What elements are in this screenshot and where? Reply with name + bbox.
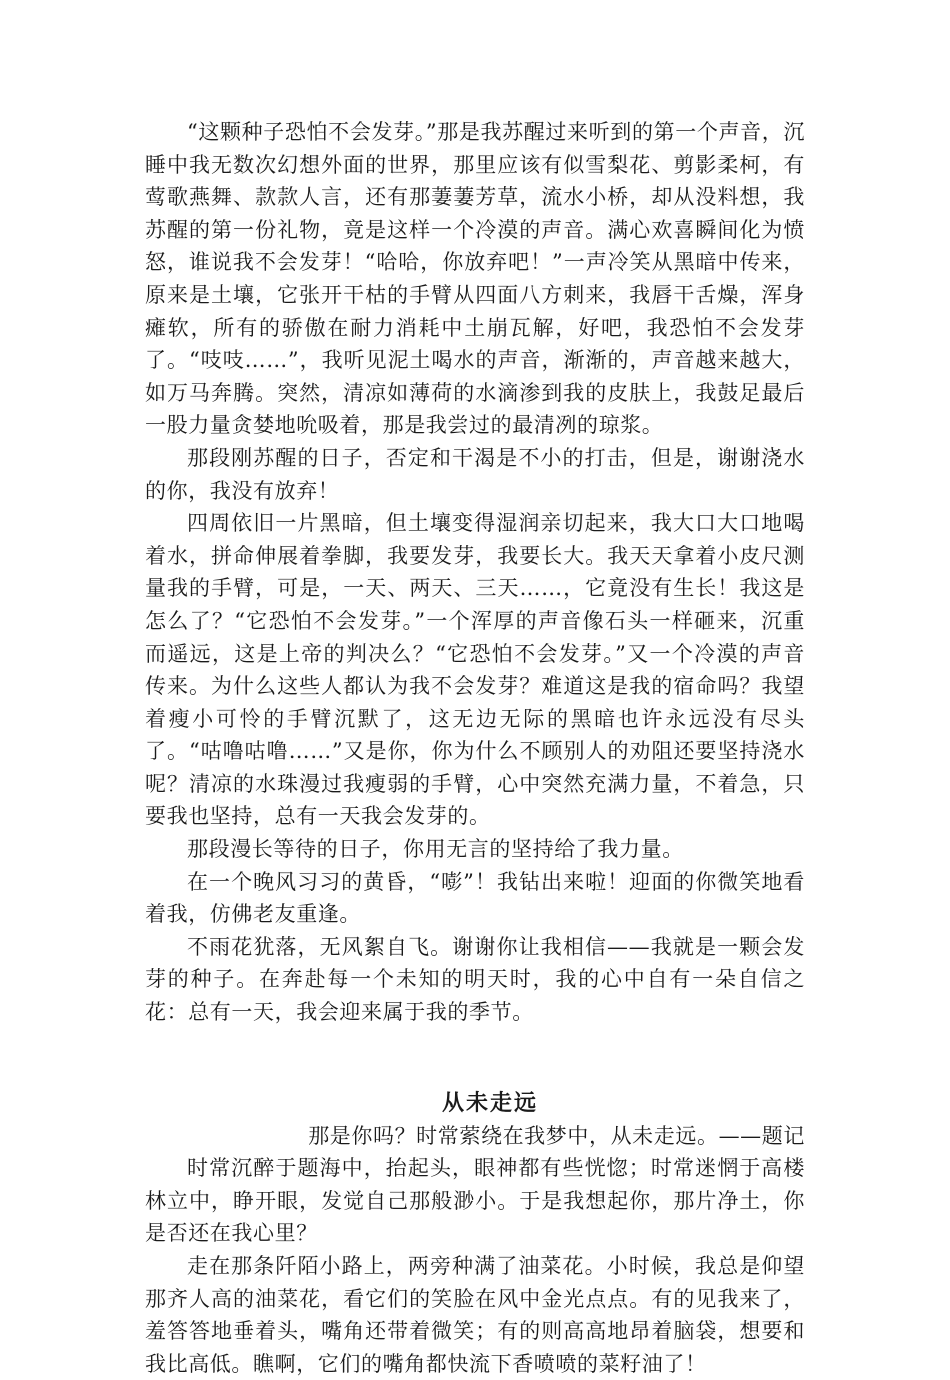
essay2-title: 从未走远 — [441, 1089, 538, 1116]
essay1-paragraph-4: 那段漫长等待的日子，你用无言的坚持给了我力量。 — [187, 837, 684, 862]
essay1-paragraph-6: 不雨花犹落，无风絮自飞。谢谢你让我相信——我就是一颗会发芽的种子。在奔赴每一个未知的明天时，我的心中自有一朵自信之花：总有一天，我会迎来属于我的季节。 — [145, 934, 805, 1025]
essay2-epigraph: 那是你吗？时常萦绕在我梦中，从未走远。——题记 — [308, 1123, 805, 1148]
essay-seed — [145, 116, 805, 1029]
essay2-paragraph-1: 时常沉醉于题海中，抬起头，眼神都有些恍惚；时常迷惘于高楼林立中，睁开眼，发觉自己那般渺小。于是我想起你，那片净土，你是否还在我心里？ — [145, 1156, 805, 1246]
section-spacer — [145, 1029, 805, 1087]
essay1-paragraph-1: “这颗种子恐怕不会发芽。”那是我苏醒过来听到的第一个声音，沉睡中我无数次幻想外面的世界，那里应该有似雪梨花、剪影柔柯，有莺歌燕舞、款款人言，还有那萋萋芳草，流水小桥，却从没料想，我苏醒的第一份礼物，竟是这样一个冷漠的声音。满心欢喜瞬间化为愤怒，谁说我不会发芽！“哈哈，你放弃吧！”一声冷笑从黑暗中传来，原来是土壤，它张开干枯的手臂从四面八方刺来，我唇干舌燥，浑身瘫软，所有的骄傲在耐力消耗中土崩瓦解，好吧，我恐怕不会发芽了。“吱吱……”，我听见泥土喝水的声音，渐渐的，声音越来越大，如万马奔腾。突然，清凉如薄荷的水滴渗到我的皮肤上，我鼓足最后一股力量贪婪地吮吸着，那是我尝过的最清冽的琼浆。 — [145, 120, 805, 438]
document-page — [145, 116, 805, 1380]
essay-never-far — [145, 1087, 805, 1380]
essay1-paragraph-2: 那段刚苏醒的日子，否定和干渴是不小的打击，但是，谢谢浇水的你，我没有放弃！ — [145, 445, 805, 503]
essay1-paragraph-3: 四周依旧一片黑暗，但土壤变得湿润亲切起来，我大口大口地喝着水，拼命伸展着拳脚，我要发芽，我要长大。我天天拿着小皮尺测量我的手臂，可是，一天、两天、三天……，它竟没有生长！我这是怎么了？“它恐怕不会发芽。”一个浑厚的声音像石头一样砸来，沉重而遥远，这是上帝的判决么？“它恐怕不会发芽。”又一个冷漠的声音传来。为什么这些人都认为我不会发芽？难道这是我的宿命吗？我望着瘦小可怜的手臂沉默了，这无边无际的黑暗也许永远没有尽头了。“咕噜咕噜……”又是你，你为什么不顾别人的劝阻还要坚持浇水呢？清凉的水珠漫过我瘦弱的手臂，心中突然充满力量，不着急，只要我也坚持，总有一天我会发芽的。 — [145, 511, 805, 829]
essay1-paragraph-5: 在一个晚风习习的黄昏，“嘭”！我钻出来啦！迎面的你微笑地看着我，仿佛老友重逢。 — [145, 869, 805, 927]
essay2-paragraph-2: 走在那条阡陌小路上，两旁种满了油菜花。小时候，我总是仰望那齐人高的油菜花，看它们的笑脸在风中金光点点。有的见我来了，羞答答地垂着头，嘴角还带着微笑；有的则高高地昂着脑袋，想要和我比高低。瞧啊，它们的嘴角都快流下香喷喷的菜籽油了！ — [145, 1254, 805, 1376]
